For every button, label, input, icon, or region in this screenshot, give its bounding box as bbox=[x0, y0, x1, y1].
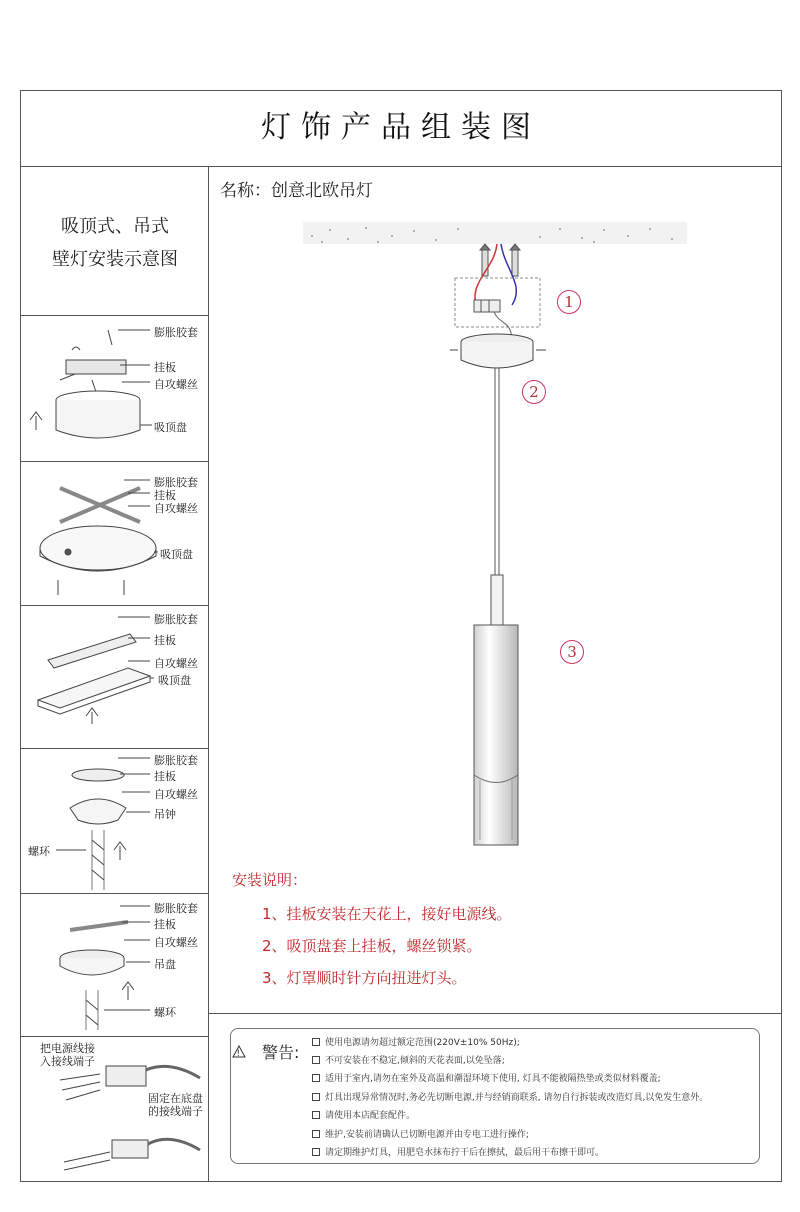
p6-label-3: 固定在底盘 bbox=[148, 1092, 203, 1105]
p2-label-2: 挂板 bbox=[154, 489, 176, 502]
p6-label-4: 的接线端子 bbox=[148, 1105, 203, 1118]
p4-label-3: 自攻螺丝 bbox=[154, 788, 198, 801]
p4-label-4: 吊钟 bbox=[154, 808, 176, 821]
p5-label-5: 螺环 bbox=[154, 1006, 176, 1019]
p1-label-3: 自攻螺丝 bbox=[154, 378, 198, 391]
panel-3-drawing bbox=[38, 617, 154, 724]
warning-item-1 bbox=[312, 1035, 520, 1048]
p1-label-4: 吸顶盘 bbox=[154, 421, 187, 434]
sidebar-title-line-1: 吸顶式、吊式 bbox=[61, 216, 169, 237]
p5-label-4: 吊盘 bbox=[154, 958, 176, 971]
checkbox-icon bbox=[312, 1038, 320, 1046]
ceiling-canopy bbox=[450, 334, 546, 368]
checkbox-icon bbox=[312, 1111, 320, 1119]
warning-item-3 bbox=[312, 1071, 661, 1084]
warning-item-4 bbox=[312, 1090, 708, 1103]
warning-item-text: 请定期维护灯具，用肥皂水抹布拧干后在擦拭，最后用干布擦干即可。 bbox=[325, 1148, 605, 1158]
p5-label-3: 自攻螺丝 bbox=[154, 936, 198, 949]
instruction-step-3: 3、灯罩顺时针方向扭进灯头。 bbox=[262, 969, 467, 987]
pendant-rod bbox=[491, 368, 503, 625]
warning-item-6 bbox=[312, 1127, 529, 1140]
p1-label-1: 膨胀胶套 bbox=[154, 326, 198, 339]
warning-item-text: 灯具出现异常情况时,务必先切断电源,并与经销商联系, 请勿自行拆装或改造灯具,以免发生意外。 bbox=[325, 1093, 709, 1103]
p5-label-1: 膨胀胶套 bbox=[154, 902, 198, 915]
warning-item-5 bbox=[312, 1108, 415, 1121]
p3-label-2: 挂板 bbox=[154, 634, 176, 647]
marker-2: 2 bbox=[522, 380, 546, 404]
sidebar-title-line-2: 壁灯安装示意图 bbox=[52, 249, 178, 270]
checkbox-icon bbox=[312, 1074, 320, 1082]
panel-1-drawing bbox=[30, 330, 152, 438]
checkbox-icon bbox=[312, 1130, 320, 1138]
checkbox-icon bbox=[312, 1148, 320, 1156]
marker-1: 1 bbox=[557, 290, 581, 314]
p5-label-2: 挂板 bbox=[154, 918, 176, 931]
mounting-plate bbox=[455, 278, 540, 338]
lamp-shade bbox=[474, 625, 518, 845]
svg-text:!: ! bbox=[236, 1049, 241, 1059]
power-wires bbox=[475, 244, 516, 305]
p4-label-5: 螺环 bbox=[28, 845, 50, 858]
panel-4-drawing bbox=[56, 758, 150, 890]
product-name: 名称：创意北欧吊灯 bbox=[220, 181, 373, 201]
instructions-title: 安装说明： bbox=[232, 871, 308, 889]
p2-label-1: 膨胀胶套 bbox=[154, 476, 198, 489]
p2-label-4: 吸顶盘 bbox=[160, 548, 193, 561]
p4-label-1: 膨胀胶套 bbox=[154, 754, 198, 767]
instruction-step-2: 2、吸顶盘套上挂板，螺丝锁紧。 bbox=[262, 937, 482, 955]
warning-item-text: 不可安装在不稳定,倾斜的天花表面,以免坠落; bbox=[325, 1056, 505, 1066]
p2-label-3: 自攻螺丝 bbox=[154, 502, 198, 515]
p6-label-1: 把电源线接 bbox=[40, 1042, 95, 1055]
warning-item-text: 请使用本店配套配件。 bbox=[325, 1111, 416, 1121]
ceiling-surface bbox=[303, 222, 687, 244]
warning-item-text: 维护,安装前请确认已切断电源并由专电工进行操作; bbox=[325, 1130, 529, 1140]
p6-label-2: 入接线端子 bbox=[40, 1055, 95, 1068]
warning-item-text: 适用于室内,请勿在室外及高温和潮湿环境下使用, 灯具不能被隔热垫或类似材料覆盖; bbox=[325, 1074, 661, 1084]
panel-5-drawing bbox=[60, 906, 150, 1030]
checkbox-icon bbox=[312, 1056, 320, 1064]
p3-label-3: 自攻螺丝 bbox=[154, 657, 198, 670]
checkbox-icon bbox=[312, 1093, 320, 1101]
p1-label-2: 挂板 bbox=[154, 361, 176, 374]
warning-item-2 bbox=[312, 1053, 505, 1066]
p4-label-2: 挂板 bbox=[154, 770, 176, 783]
warning-item-7 bbox=[312, 1145, 604, 1158]
page-title: 灯饰产品组装图 bbox=[261, 110, 541, 145]
warning-item-text: 使用电源请勿超过额定范围(220V±10% 50Hz); bbox=[325, 1038, 520, 1048]
instruction-step-1: 1、挂板安装在天花上，接好电源线。 bbox=[262, 905, 512, 923]
warning-label: 警告: bbox=[262, 1043, 300, 1062]
marker-3: 3 bbox=[560, 640, 584, 664]
p3-label-4: 吸顶盘 bbox=[158, 674, 191, 687]
panel-2-drawing bbox=[40, 480, 158, 595]
p3-label-1: 膨胀胶套 bbox=[154, 613, 198, 626]
